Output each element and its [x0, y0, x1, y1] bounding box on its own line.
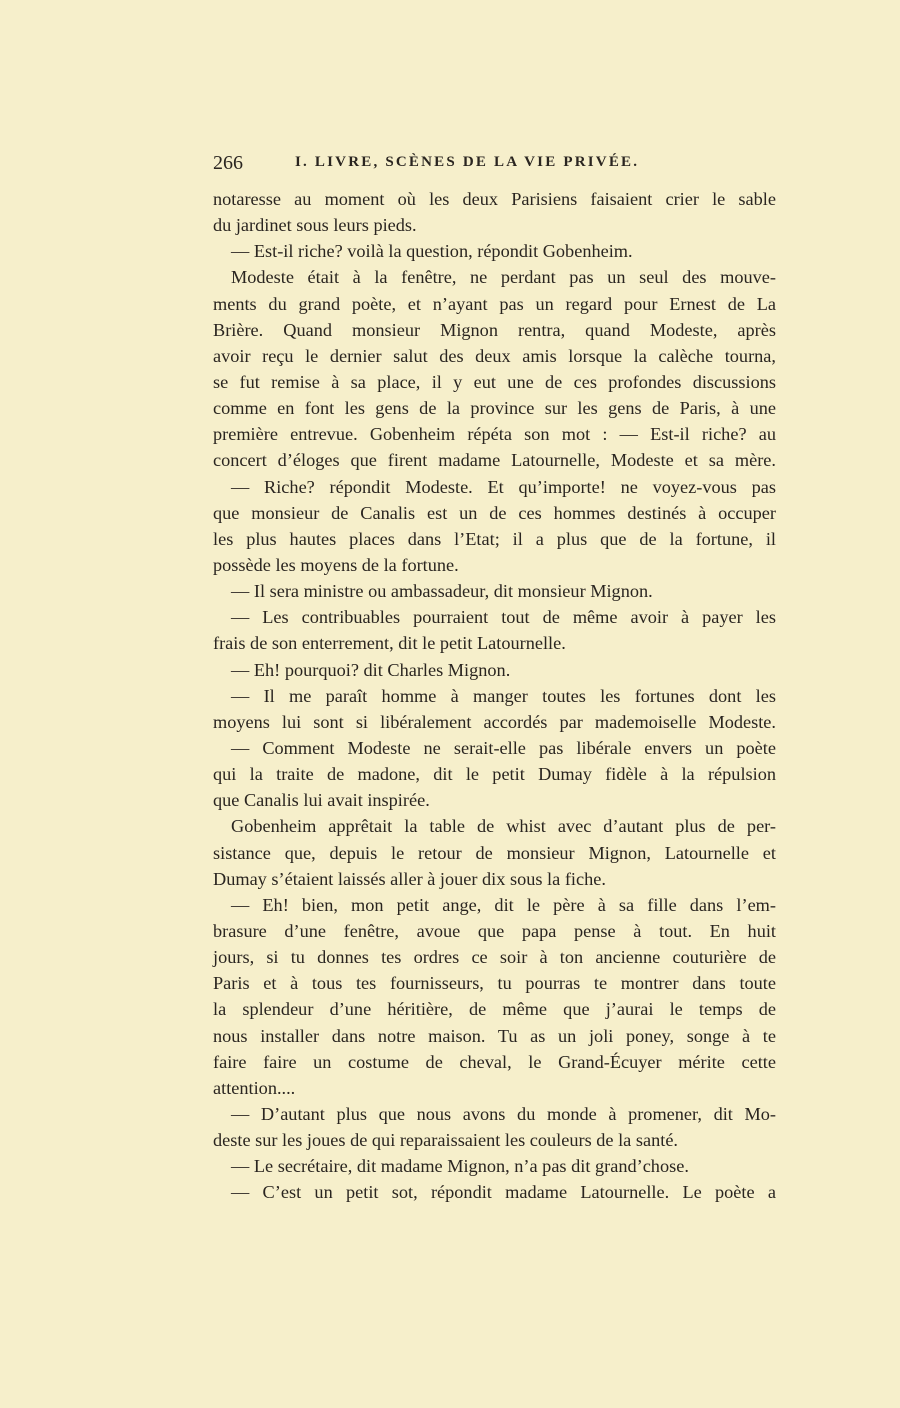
- text-line: — Il sera ministre ou ambassadeur, dit monsieur Mignon.: [231, 581, 653, 602]
- text-line: comme en font les gens de la province sur les gens de Paris, à une: [213, 398, 776, 419]
- text-line: — Riche? répondit Modeste. Et qu’importe! ne voyez-vous pas: [231, 476, 776, 497]
- text-line: — Est-il riche? voilà la question, répondit Gobenheim.: [231, 241, 633, 262]
- text-line: que Canalis lui avait inspirée.: [213, 790, 430, 811]
- text-line: jours, si tu donnes tes ordres ce soir à ton ancienne couturière de: [213, 947, 776, 968]
- text-line: nous installer dans notre maison. Tu as un joli poney, songe à te: [213, 1025, 776, 1046]
- text-line: se fut remise à sa place, il y eut une de ces profondes discussions: [213, 371, 776, 392]
- text-line: concert d’éloges que firent madame Latournelle, Modeste et sa mère.: [213, 450, 776, 471]
- text-line: frais de son enterrement, dit le petit Latournelle.: [213, 633, 566, 654]
- running-head: [213, 152, 776, 178]
- text-line: moyens lui sont si libéralement accordés par mademoiselle Modeste.: [213, 711, 776, 732]
- text-line: Brière. Quand monsieur Mignon rentra, quand Modeste, après: [213, 319, 776, 340]
- text-line: — Le secrétaire, dit madame Mignon, n’a pas dit grand’chose.: [231, 1156, 689, 1177]
- text-line: du jardinet sous leurs pieds.: [213, 215, 417, 236]
- text-line: Dumay s’étaient laissés aller à jouer dix sous la fiche.: [213, 868, 606, 889]
- text-line: deste sur les joues de qui reparaissaient les couleurs de la santé.: [213, 1130, 679, 1151]
- text-line: Modeste était à la fenêtre, ne perdant pas un seul des mouve-: [231, 267, 776, 288]
- text-line: — Les contribuables pourraient tout de même avoir à payer les: [231, 607, 776, 628]
- text-line: la splendeur d’une héritière, de même que j’aurai le temps de: [213, 999, 776, 1020]
- text-line: Paris et à tous tes fournisseurs, tu pourras te montrer dans toute: [213, 973, 776, 994]
- text-line: — Eh! bien, mon petit ange, dit le père à sa fille dans l’em-: [231, 894, 776, 915]
- body-text: [213, 186, 776, 1205]
- text-line: que monsieur de Canalis est un de ces hommes destinés à occuper: [213, 502, 776, 523]
- text-line: ments du grand poète, et n’ayant pas un regard pour Ernest de La: [213, 293, 776, 314]
- page-number: 266: [213, 152, 243, 174]
- running-title: I. LIVRE, SCÈNES DE LA VIE PRIVÉE.: [295, 154, 640, 170]
- text-line: qui la traite de madone, dit le petit Dumay fidèle à la répulsion: [213, 764, 776, 785]
- text-line: attention....: [213, 1077, 296, 1098]
- text-line: sistance que, depuis le retour de monsieur Mignon, Latournelle et: [213, 842, 776, 863]
- text-line: avoir reçu le dernier salut des deux amis lorsque la calèche tourna,: [213, 345, 776, 366]
- text-line: — C’est un petit sot, répondit madame Latournelle. Le poète a: [231, 1182, 776, 1203]
- text-line: — Eh! pourquoi? dit Charles Mignon.: [231, 659, 511, 680]
- text-line: brasure d’une fenêtre, avoue que papa pense à tout. En huit: [213, 920, 776, 941]
- text-line: — Il me paraît homme à manger toutes les fortunes dont les: [231, 685, 776, 706]
- text-line: — Comment Modeste ne serait-elle pas libérale envers un poète: [231, 737, 776, 758]
- text-line: les plus hautes places dans l’Etat; il a plus que de la fortune, il: [213, 528, 776, 549]
- text-line: possède les moyens de la fortune.: [213, 554, 459, 575]
- text-line: faire faire un costume de cheval, le Grand-Écuyer mérite cette: [213, 1051, 776, 1072]
- text-line: première entrevue. Gobenheim répéta son mot : — Est-il riche? au: [213, 424, 776, 445]
- text-line: — D’autant plus que nous avons du monde à promener, dit Mo-: [231, 1103, 776, 1124]
- text-line: notaresse au moment où les deux Parisiens faisaient crier le sable: [213, 189, 776, 209]
- text-line: Gobenheim apprêtait la table de whist avec d’autant plus de per-: [231, 816, 776, 837]
